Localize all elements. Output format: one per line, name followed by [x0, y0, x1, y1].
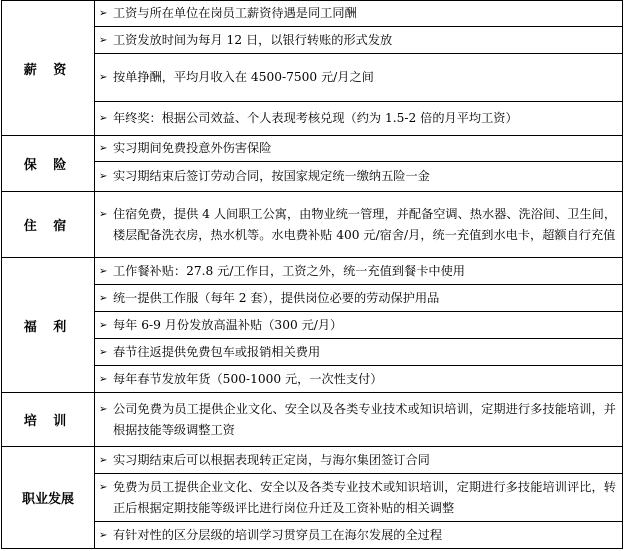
table-row: [2, 474, 623, 522]
table-row: [2, 258, 623, 285]
arrow-bullet-icon: ➢: [99, 265, 108, 277]
category-welfare: 福 利: [2, 258, 95, 393]
item-text: 工资与所在单位在岗员工薪资待遇是同工同酬: [113, 6, 357, 20]
arrow-bullet-icon: ➢: [99, 346, 108, 358]
table-row: [2, 393, 623, 447]
table-row: [2, 522, 623, 549]
table-row: [2, 312, 623, 339]
item-text: 春节往返提供免费包车或报销相关费用: [113, 344, 321, 359]
list-item: [95, 164, 622, 189]
arrow-bullet-icon: ➢: [99, 403, 108, 415]
table-row: [2, 102, 623, 136]
item-text: 免费为员工提供企业文化、安全以及各类专业技术或知识培训，定期进行多技能培训评比，转正后根据定期技能等级评比进行岗位升迁及工资补贴的相关调整: [113, 479, 616, 515]
arrow-bullet-icon: ➢: [99, 34, 108, 46]
list-item: [95, 340, 622, 365]
arrow-bullet-icon: ➢: [99, 319, 108, 331]
item-text: 实习期结束后可以根据表现转正定岗，与海尔集团签订合同: [113, 452, 430, 467]
item-text: 实习期间免费投意外伤害保险: [113, 141, 272, 155]
list-item: [95, 523, 622, 548]
list-item: [95, 136, 622, 161]
item-text: 统一提供工作服（每年 2 套），提供岗位必要的劳动保护用品: [113, 290, 440, 305]
table-row: [2, 54, 623, 102]
category-insurance: 保 险: [2, 136, 95, 192]
arrow-bullet-icon: ➢: [99, 8, 108, 19]
arrow-bullet-icon: ➢: [99, 113, 108, 124]
table-row: [2, 285, 623, 312]
table-row: [2, 366, 623, 393]
list-item: [95, 313, 622, 338]
list-item: [95, 202, 622, 248]
list-item: [95, 367, 622, 392]
table-row: [2, 136, 623, 162]
table-row: [2, 447, 623, 474]
item-text: 每年春节发放年货（500-1000 元，一次性支付）: [113, 371, 383, 386]
category-career-development: 职业发展: [2, 447, 95, 549]
item-text: 公司免费为员工提供企业文化、安全以及各类专业技术或知识培训，定期进行多技能培训，并根据技能等级调整工资: [113, 401, 616, 437]
arrow-bullet-icon: ➢: [99, 529, 108, 541]
category-salary: 薪 资: [2, 1, 95, 136]
list-item: [95, 448, 622, 473]
table-row: [2, 27, 623, 54]
arrow-bullet-icon: ➢: [99, 292, 108, 304]
list-item: [95, 28, 622, 53]
list-item: [95, 65, 622, 90]
list-item: [95, 397, 622, 443]
arrow-bullet-icon: ➢: [99, 72, 108, 83]
table-row: [2, 192, 623, 258]
item-text: 按单挣酬，平均月收入在 4500-7500 元/月之间: [113, 70, 374, 84]
item-text: 每年 6-9 月份发放高温补贴（300 元/月）: [113, 317, 343, 332]
list-item: [95, 1, 622, 26]
table-row: [2, 339, 623, 366]
item-text: 工作餐补贴：27.8 元/工作日，工资之外，统一充值到餐卡中使用: [113, 263, 465, 278]
item-text: 实习期结束后签订劳动合同，按国家规定统一缴纳五险一金: [113, 169, 430, 183]
arrow-bullet-icon: ➢: [99, 143, 108, 154]
category-accommodation: 住 宿: [2, 192, 95, 258]
arrow-bullet-icon: ➢: [99, 481, 108, 493]
category-training: 培 训: [2, 393, 95, 447]
arrow-bullet-icon: ➢: [99, 454, 108, 466]
arrow-bullet-icon: ➢: [99, 208, 108, 220]
item-text: 工资发放时间为每月 12 日，以银行转账的形式发放: [113, 32, 393, 47]
list-item: [95, 286, 622, 311]
item-text: 住宿免费，提供 4 人间职工公寓，由物业统一管理，并配备空调、热水器、洗浴间、卫生间，楼层配备洗衣房，热水机等。水电费补贴 400 元/宿舍/月，统一充值到水电卡，超额自行充值: [113, 206, 617, 242]
table-row: [2, 162, 623, 192]
item-text: 年终奖：根据公司效益、个人表现考核兑现（约为 1.5-2 倍的月平均工资）: [113, 111, 518, 125]
arrow-bullet-icon: ➢: [99, 171, 108, 182]
list-item: [95, 259, 622, 284]
arrow-bullet-icon: ➢: [99, 373, 108, 385]
item-text: 有针对性的区分层级的培训学习贯穿员工在海尔发展的全过程: [113, 527, 443, 542]
table-row: [2, 1, 623, 27]
list-item: [95, 106, 622, 131]
list-item: [95, 475, 622, 521]
benefits-table: [1, 0, 623, 549]
